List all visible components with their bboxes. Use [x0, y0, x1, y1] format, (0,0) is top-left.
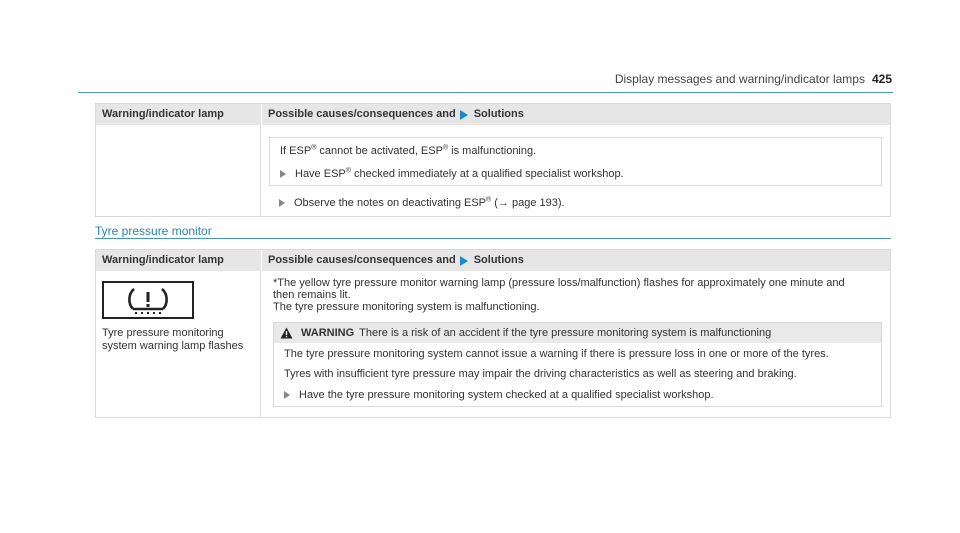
warning-paragraph-1: The tyre pressure monitoring system cannot issue a warning if there is pressure loss in one or more of the tyres.: [284, 348, 829, 360]
solutions-arrow-icon: [460, 256, 468, 266]
column-header-solutions-label: Solutions: [473, 254, 524, 266]
warning-paragraph-2: Tyres with insufficient tyre pressure may impair the driving characteristics as well as steering and braking.: [284, 368, 797, 380]
column-header-lamp: Warning/indicator lamp: [102, 108, 224, 120]
column-header-causes-label: Possible causes/consequences and: [268, 108, 456, 120]
warning-action-text: Have the tyre pressure monitoring system checked at a qualified specialist workshop.: [299, 389, 714, 401]
esp-malfunction-text: If ESP® cannot be activated, ESP® is malfunctioning.: [280, 144, 537, 157]
bullet-arrow-icon: [279, 199, 285, 207]
esp-table: [95, 103, 891, 217]
table-row: [96, 271, 890, 417]
lamp-cell: [96, 125, 261, 216]
warning-box: [273, 322, 882, 407]
esp-check-bullet: [280, 167, 871, 181]
esp-check-text: Have ESP® checked immediately at a qualified specialist workshop.: [295, 167, 624, 180]
tyre-pressure-warning-icon: [102, 281, 194, 319]
esp-info-box: [269, 137, 882, 186]
warning-action-bullet: [284, 388, 871, 402]
column-header-lamp: Warning/indicator lamp: [102, 254, 224, 266]
table-header: [96, 250, 890, 271]
section-title: Tyre pressure monitor: [95, 224, 212, 238]
column-header-causes: [261, 104, 890, 125]
solutions-arrow-icon: [460, 110, 468, 120]
warning-summary: There is a risk of an accident if the tyre pressure monitoring system is malfunctioning: [359, 327, 772, 339]
warning-triangle-icon: [280, 327, 293, 339]
warning-body: [274, 343, 881, 406]
column-header-causes-label: Possible causes/consequences and: [268, 254, 456, 266]
page-number: 425: [871, 72, 892, 86]
lamp-label-line1: Tyre pressure monitoring: [102, 327, 224, 339]
lamp-label-line2: system warning lamp flashes: [102, 340, 244, 352]
note-line1: *The yellow tyre pressure monitor warning lamp (pressure loss/malfunction) flashes for approximately one minute and: [273, 277, 845, 289]
note-line3: The tyre pressure monitoring system is malfunctioning.: [273, 301, 540, 313]
table-row: [96, 125, 890, 216]
table-header: [96, 104, 890, 125]
esp-observe-text[interactable]: Observe the notes on deactivating ESP® (→ page 193).: [294, 196, 565, 209]
causes-cell: [261, 125, 890, 216]
causes-cell: [261, 271, 890, 417]
page-header: [615, 72, 892, 86]
bullet-arrow-icon: [280, 170, 286, 178]
lamp-cell: [96, 271, 261, 417]
column-header-causes: [261, 250, 890, 271]
section-rule: [95, 238, 891, 239]
bullet-arrow-icon: [284, 391, 290, 399]
warning-header: [274, 323, 881, 343]
header-rule: [78, 92, 893, 93]
warning-title: WARNING: [301, 327, 355, 339]
note-line2: then remains lit.: [273, 289, 351, 301]
tyre-pressure-table: [95, 249, 891, 418]
page-header-title: Display messages and warning/indicator lamps: [614, 72, 865, 86]
column-header-solutions-label: Solutions: [473, 108, 524, 120]
esp-observe-bullet: [279, 196, 882, 210]
